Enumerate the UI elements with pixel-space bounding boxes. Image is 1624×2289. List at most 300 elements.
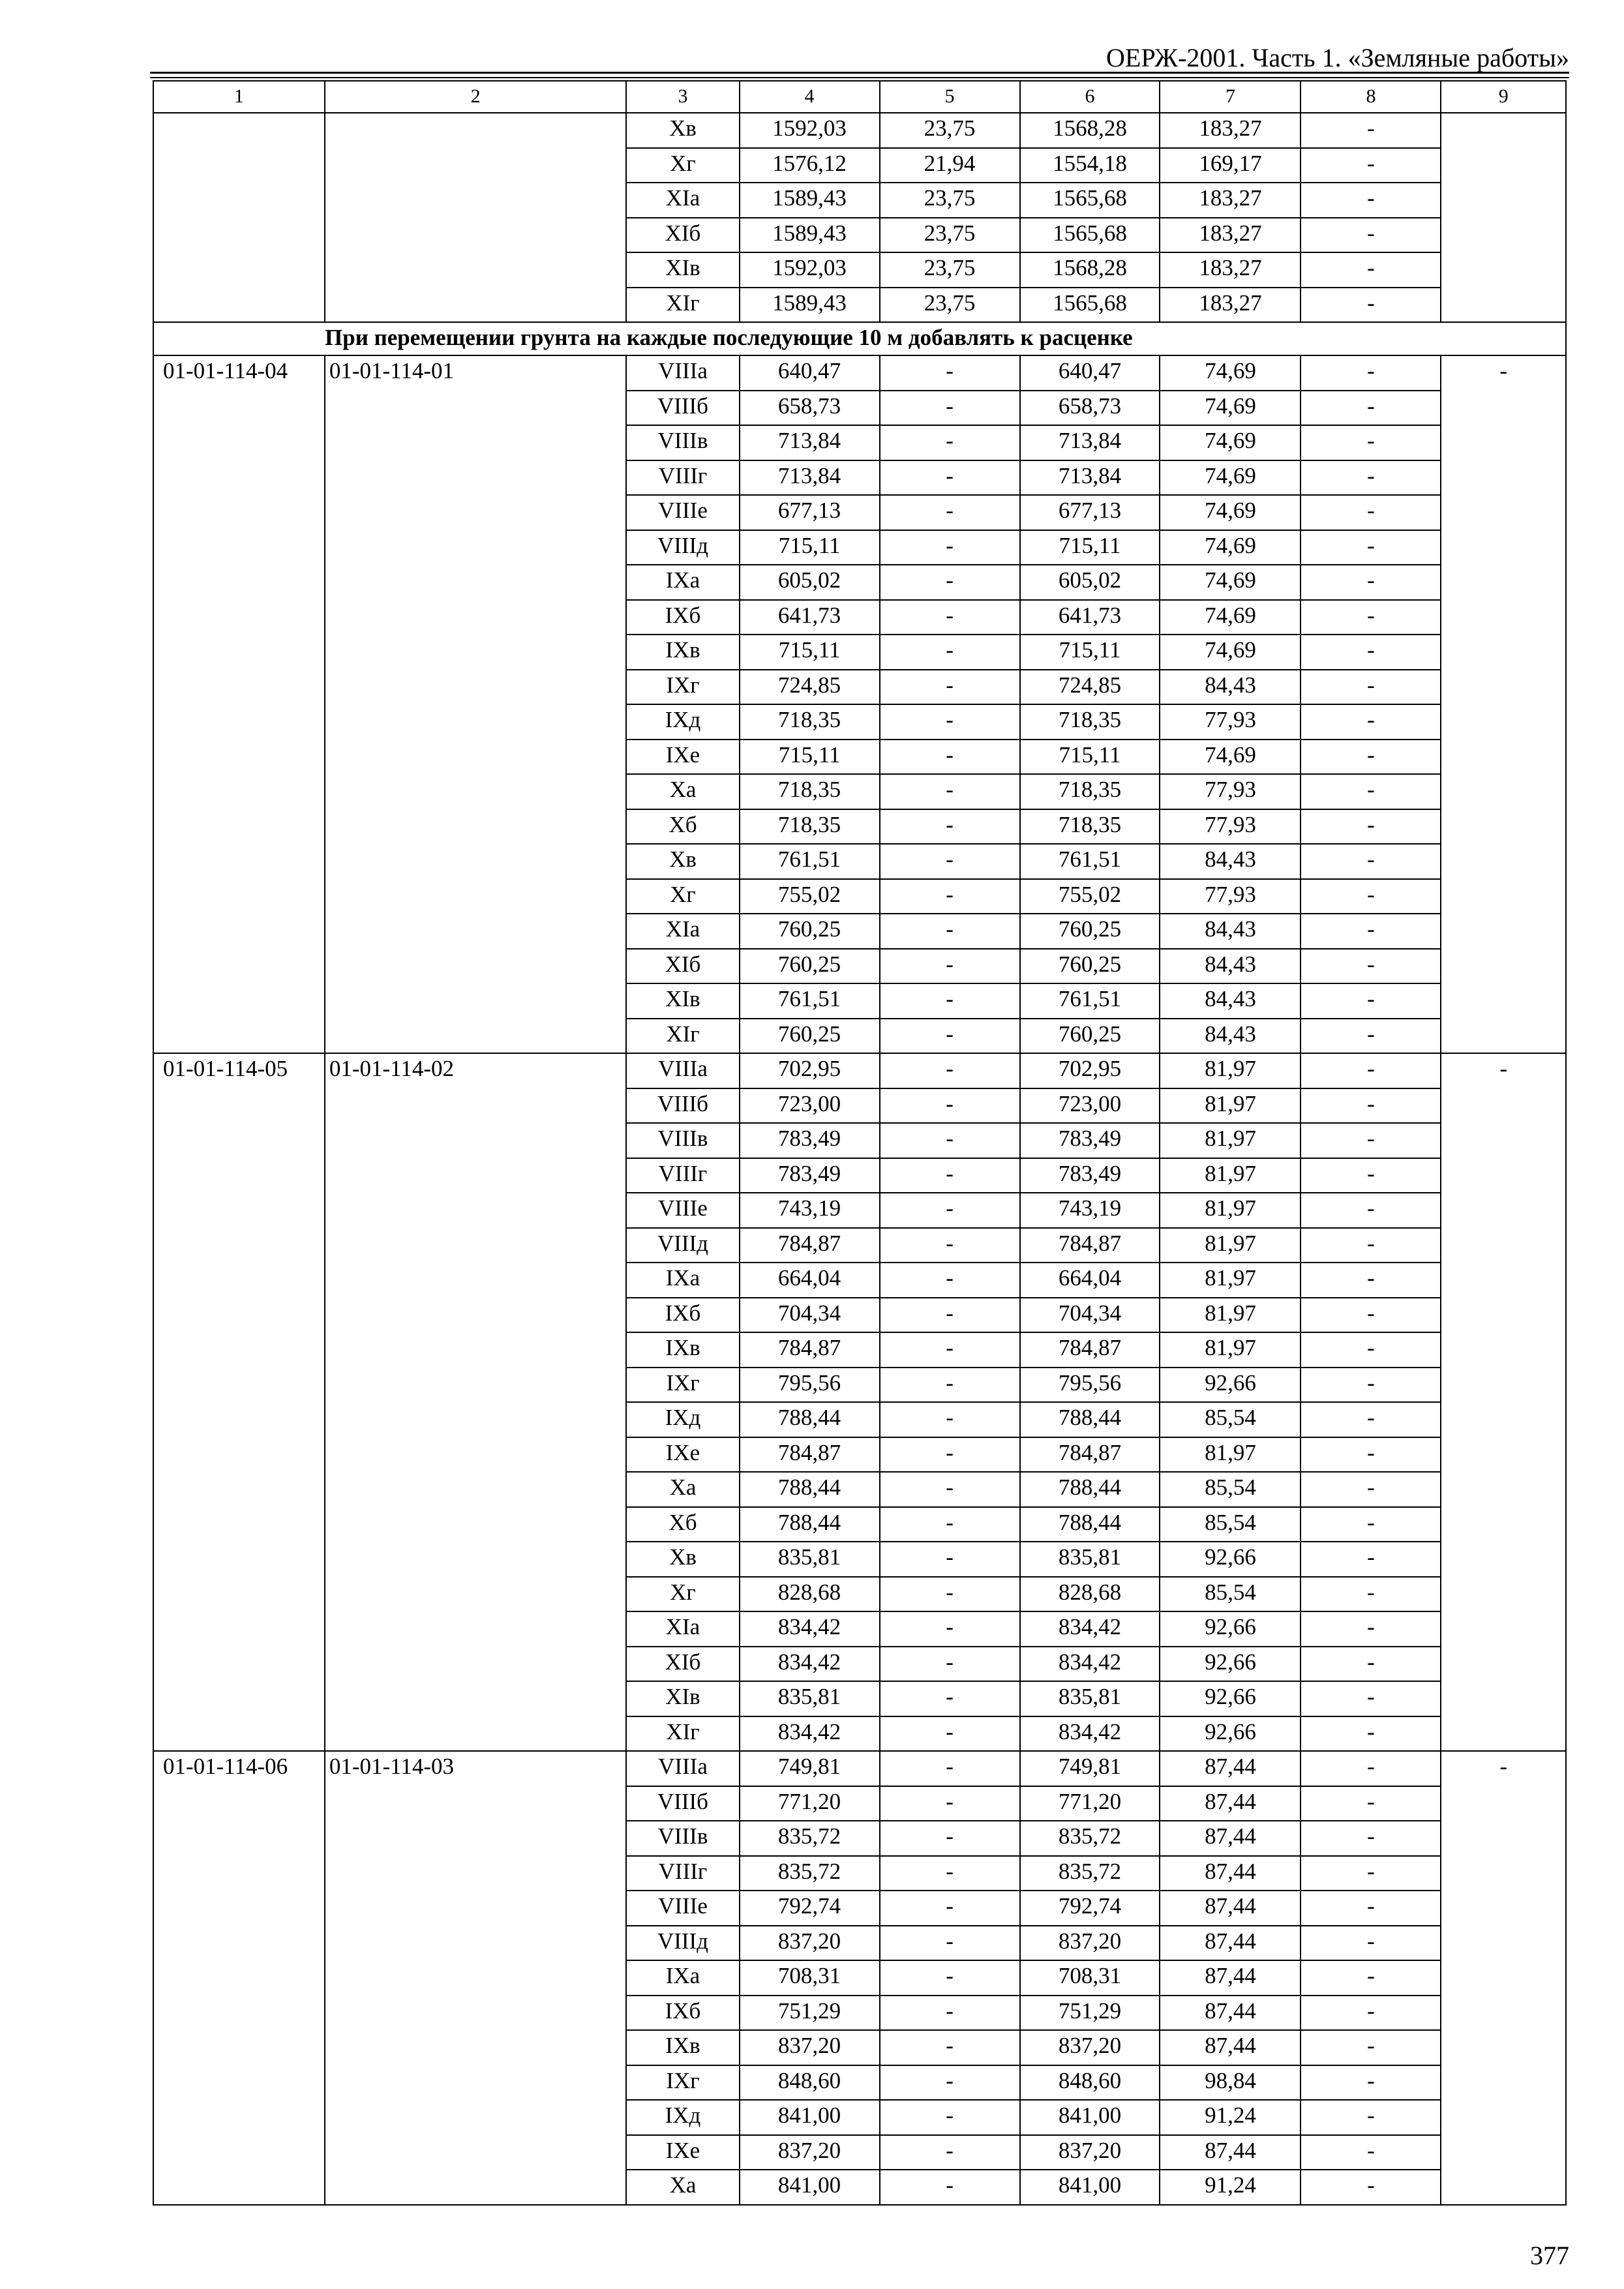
machine-cost-cell: 1568,28 — [1020, 252, 1160, 288]
machine-cost-cell: 641,73 — [1020, 600, 1160, 635]
col9-cell — [1441, 495, 1566, 530]
rate-code-cell — [153, 1542, 325, 1577]
soil-group-cell: IXд — [626, 2100, 739, 2135]
base-rate-cell: 01-01-114-03 — [325, 1751, 627, 1786]
col9-cell — [1441, 2135, 1566, 2170]
direct-cost-cell: 788,44 — [740, 1472, 880, 1507]
rate-code-cell — [153, 218, 325, 253]
machinist-wages-cell: 81,97 — [1160, 1123, 1301, 1158]
wages-cell: 23,75 — [880, 252, 1020, 288]
machinist-wages-cell: 74,69 — [1160, 565, 1301, 600]
materials-cell: - — [1301, 1856, 1441, 1891]
machinist-wages-cell: 87,44 — [1160, 2135, 1301, 2170]
machine-cost-cell: 784,87 — [1020, 1228, 1160, 1263]
direct-cost-cell: 640,47 — [740, 355, 880, 391]
machine-cost-cell: 1565,68 — [1020, 218, 1160, 253]
materials-cell: - — [1301, 1053, 1441, 1088]
col9-cell — [1441, 1193, 1566, 1228]
soil-group-cell: IXд — [626, 704, 739, 740]
base-rate-cell — [325, 565, 627, 600]
table-row — [153, 183, 1566, 218]
base-rate-cell — [325, 670, 627, 705]
table-row — [153, 252, 1566, 288]
base-rate-cell — [325, 1507, 627, 1542]
table-row — [153, 1123, 1566, 1158]
soil-group-cell: VIIIг — [626, 1856, 739, 1891]
soil-group-cell: VIIIб — [626, 391, 739, 426]
direct-cost-cell: 834,42 — [740, 1647, 880, 1682]
direct-cost-cell: 795,56 — [740, 1368, 880, 1403]
machinist-wages-cell: 74,69 — [1160, 425, 1301, 460]
base-rate-cell — [325, 1856, 627, 1891]
materials-cell: - — [1301, 1228, 1441, 1263]
base-rate-cell — [325, 148, 627, 183]
rate-code-cell — [153, 565, 325, 600]
rate-code-cell — [153, 495, 325, 530]
machine-cost-cell: 835,72 — [1020, 1821, 1160, 1856]
soil-group-cell: VIIIд — [626, 530, 739, 565]
col9-cell — [1441, 530, 1566, 565]
wages-cell: - — [880, 704, 1020, 740]
materials-cell: - — [1301, 1996, 1441, 2031]
machinist-wages-cell: 169,17 — [1160, 148, 1301, 183]
soil-group-cell: IXа — [626, 1960, 739, 1996]
machinist-wages-cell: 183,27 — [1160, 183, 1301, 218]
machinist-wages-cell: 84,43 — [1160, 844, 1301, 879]
machinist-wages-cell: 84,43 — [1160, 670, 1301, 705]
col9-cell — [1441, 1821, 1566, 1856]
rate-code-cell — [153, 1960, 325, 1996]
col9-cell — [1441, 1402, 1566, 1437]
base-rate-cell — [325, 218, 627, 253]
materials-cell: - — [1301, 1193, 1441, 1228]
col9-cell — [1441, 1996, 1566, 2031]
base-rate-cell — [325, 1088, 627, 1124]
machine-cost-cell: 760,25 — [1020, 914, 1160, 949]
machinist-wages-cell: 81,97 — [1160, 1053, 1301, 1088]
direct-cost-cell: 715,11 — [740, 740, 880, 775]
direct-cost-cell: 704,34 — [740, 1298, 880, 1333]
direct-cost-cell: 837,20 — [740, 1926, 880, 1961]
section-heading-row — [153, 322, 1566, 355]
base-rate-cell — [325, 1996, 627, 2031]
table-row — [153, 2065, 1566, 2101]
wages-cell: - — [880, 2065, 1020, 2101]
rate-code-cell — [153, 1716, 325, 1752]
rate-code-cell — [153, 530, 325, 565]
base-rate-cell — [325, 183, 627, 218]
base-rate-cell — [325, 914, 627, 949]
machine-cost-cell: 837,20 — [1020, 2030, 1160, 2065]
machine-cost-cell: 828,68 — [1020, 1577, 1160, 1612]
base-rate-cell — [325, 2030, 627, 2065]
materials-cell: - — [1301, 2100, 1441, 2135]
base-rate-cell — [325, 1263, 627, 1298]
materials-cell: - — [1301, 1019, 1441, 1054]
direct-cost-cell: 718,35 — [740, 809, 880, 845]
machine-cost-cell: 715,11 — [1020, 740, 1160, 775]
soil-group-cell: IXд — [626, 1402, 739, 1437]
direct-cost-cell: 835,72 — [740, 1821, 880, 1856]
table-row — [153, 983, 1566, 1019]
col9-cell — [1441, 1856, 1566, 1891]
wages-cell: - — [880, 635, 1020, 670]
wages-cell: - — [880, 2170, 1020, 2205]
col9-cell — [1441, 983, 1566, 1019]
base-rate-cell — [325, 2170, 627, 2205]
soil-group-cell: Хг — [626, 1577, 739, 1612]
table-row — [153, 740, 1566, 775]
machine-cost-cell: 837,20 — [1020, 1926, 1160, 1961]
base-rate-cell — [325, 1158, 627, 1193]
table-row — [153, 1088, 1566, 1124]
wages-cell: - — [880, 1368, 1020, 1403]
table-row — [153, 1507, 1566, 1542]
col9-cell — [1441, 949, 1566, 984]
col9-cell — [1441, 1332, 1566, 1368]
table-row — [153, 1891, 1566, 1926]
header-rule — [150, 72, 1569, 74]
rate-code-cell — [153, 460, 325, 496]
machinist-wages-cell: 87,44 — [1160, 1996, 1301, 2031]
soil-group-cell: Хв — [626, 1542, 739, 1577]
wages-cell: - — [880, 2135, 1020, 2170]
wages-cell: - — [880, 1123, 1020, 1158]
direct-cost-cell: 834,42 — [740, 1611, 880, 1647]
machine-cost-cell: 834,42 — [1020, 1611, 1160, 1647]
materials-cell: - — [1301, 704, 1441, 740]
table-row — [153, 1019, 1566, 1054]
materials-cell: - — [1301, 635, 1441, 670]
table-row — [153, 425, 1566, 460]
wages-cell: - — [880, 1751, 1020, 1786]
rate-code-cell — [153, 1472, 325, 1507]
base-rate-cell — [325, 600, 627, 635]
machinist-wages-cell: 84,43 — [1160, 914, 1301, 949]
col9-cell: - — [1441, 1053, 1566, 1088]
wages-cell: - — [880, 1891, 1020, 1926]
materials-cell: - — [1301, 600, 1441, 635]
rate-code-cell — [153, 670, 325, 705]
machine-cost-cell: 783,49 — [1020, 1158, 1160, 1193]
table-row — [153, 2135, 1566, 2170]
base-rate-cell — [325, 1926, 627, 1961]
col9-cell — [1441, 1716, 1566, 1752]
soil-group-cell: Ха — [626, 774, 739, 809]
direct-cost-cell: 715,11 — [740, 530, 880, 565]
materials-cell: - — [1301, 113, 1441, 148]
column-number: 4 — [740, 81, 880, 113]
machine-cost-cell: 677,13 — [1020, 495, 1160, 530]
rate-code-cell — [153, 635, 325, 670]
wages-cell: - — [880, 1542, 1020, 1577]
col9-cell — [1441, 565, 1566, 600]
wages-cell: - — [880, 1996, 1020, 2031]
soil-group-cell: VIIIб — [626, 1786, 739, 1821]
col9-cell — [1441, 1123, 1566, 1158]
machinist-wages-cell: 87,44 — [1160, 1786, 1301, 1821]
wages-cell: - — [880, 844, 1020, 879]
materials-cell: - — [1301, 460, 1441, 496]
direct-cost-cell: 834,42 — [740, 1716, 880, 1752]
table-row — [153, 1263, 1566, 1298]
materials-cell: - — [1301, 1088, 1441, 1124]
wages-cell: - — [880, 460, 1020, 496]
machine-cost-cell: 640,47 — [1020, 355, 1160, 391]
soil-group-cell: VIIIг — [626, 460, 739, 496]
rate-code-cell — [153, 1926, 325, 1961]
machinist-wages-cell: 87,44 — [1160, 1891, 1301, 1926]
machinist-wages-cell: 74,69 — [1160, 530, 1301, 565]
col9-cell — [1441, 2100, 1566, 2135]
soil-group-cell: ХIв — [626, 252, 739, 288]
base-rate-cell — [325, 495, 627, 530]
direct-cost-cell: 755,02 — [740, 879, 880, 914]
rate-code-cell — [153, 600, 325, 635]
machine-cost-cell: 761,51 — [1020, 983, 1160, 1019]
materials-cell: - — [1301, 983, 1441, 1019]
table-row — [153, 914, 1566, 949]
direct-cost-cell: 835,81 — [740, 1542, 880, 1577]
machine-cost-cell: 715,11 — [1020, 530, 1160, 565]
rate-code-cell — [153, 1228, 325, 1263]
wages-cell: - — [880, 1507, 1020, 1542]
wages-cell: 23,75 — [880, 113, 1020, 148]
table-row — [153, 1542, 1566, 1577]
machine-cost-cell: 792,74 — [1020, 1891, 1160, 1926]
materials-cell: - — [1301, 288, 1441, 323]
direct-cost-cell: 835,72 — [740, 1856, 880, 1891]
col9-cell — [1441, 218, 1566, 253]
wages-cell: - — [880, 1193, 1020, 1228]
machine-cost-cell: 755,02 — [1020, 879, 1160, 914]
machinist-wages-cell: 77,93 — [1160, 774, 1301, 809]
base-rate-cell — [325, 288, 627, 323]
soil-group-cell: ХIа — [626, 183, 739, 218]
materials-cell: - — [1301, 1437, 1441, 1473]
rate-code-cell — [153, 2135, 325, 2170]
soil-group-cell: VIIIв — [626, 1821, 739, 1856]
col9-cell — [1441, 704, 1566, 740]
table-row — [153, 495, 1566, 530]
col9-cell — [1441, 391, 1566, 426]
col9-cell — [1441, 1088, 1566, 1124]
wages-cell: - — [880, 740, 1020, 775]
col9-cell — [1441, 600, 1566, 635]
soil-group-cell: Хв — [626, 844, 739, 879]
soil-group-cell: ХIб — [626, 949, 739, 984]
col9-cell — [1441, 1507, 1566, 1542]
base-rate-cell — [325, 1332, 627, 1368]
wages-cell: - — [880, 1821, 1020, 1856]
soil-group-cell: IXв — [626, 635, 739, 670]
wages-cell: - — [880, 600, 1020, 635]
wages-cell: - — [880, 2030, 1020, 2065]
materials-cell: - — [1301, 1647, 1441, 1682]
direct-cost-cell: 835,81 — [740, 1681, 880, 1716]
table-row — [153, 1053, 1566, 1088]
soil-group-cell: ХIг — [626, 288, 739, 323]
direct-cost-cell: 1592,03 — [740, 252, 880, 288]
base-rate-cell — [325, 530, 627, 565]
wages-cell: - — [880, 565, 1020, 600]
machinist-wages-cell: 74,69 — [1160, 460, 1301, 496]
direct-cost-cell: 837,20 — [740, 2135, 880, 2170]
direct-cost-cell: 1576,12 — [740, 148, 880, 183]
base-rate-cell — [325, 983, 627, 1019]
wages-cell: - — [880, 1332, 1020, 1368]
machinist-wages-cell: 81,97 — [1160, 1088, 1301, 1124]
machinist-wages-cell: 183,27 — [1160, 113, 1301, 148]
col9-cell — [1441, 1368, 1566, 1403]
table-row — [153, 670, 1566, 705]
soil-group-cell: ХIг — [626, 1716, 739, 1752]
direct-cost-cell: 1589,43 — [740, 183, 880, 218]
machine-cost-cell: 708,31 — [1020, 1960, 1160, 1996]
column-number: 7 — [1160, 81, 1301, 113]
machine-cost-cell: 718,35 — [1020, 774, 1160, 809]
machinist-wages-cell: 77,93 — [1160, 809, 1301, 845]
table-row — [153, 949, 1566, 984]
machinist-wages-cell: 81,97 — [1160, 1228, 1301, 1263]
direct-cost-cell: 743,19 — [740, 1193, 880, 1228]
soil-group-cell: Хб — [626, 1507, 739, 1542]
machine-cost-cell: 718,35 — [1020, 704, 1160, 740]
materials-cell: - — [1301, 2065, 1441, 2101]
machine-cost-cell: 788,44 — [1020, 1507, 1160, 1542]
materials-cell: - — [1301, 252, 1441, 288]
base-rate-cell — [325, 879, 627, 914]
table-row — [153, 288, 1566, 323]
materials-cell: - — [1301, 1716, 1441, 1752]
direct-cost-cell: 1589,43 — [740, 218, 880, 253]
col9-cell — [1441, 1263, 1566, 1298]
rate-code-cell — [153, 1891, 325, 1926]
col9-cell — [1441, 1611, 1566, 1647]
table-row — [153, 1158, 1566, 1193]
wages-cell: - — [880, 1298, 1020, 1333]
materials-cell: - — [1301, 809, 1441, 845]
wages-cell: - — [880, 2100, 1020, 2135]
rate-code-cell — [153, 1507, 325, 1542]
direct-cost-cell: 792,74 — [740, 1891, 880, 1926]
materials-cell: - — [1301, 391, 1441, 426]
machinist-wages-cell: 92,66 — [1160, 1611, 1301, 1647]
machine-cost-cell: 761,51 — [1020, 844, 1160, 879]
rate-code-cell — [153, 2030, 325, 2065]
machine-cost-cell: 788,44 — [1020, 1472, 1160, 1507]
table-row — [153, 1577, 1566, 1612]
machine-cost-cell: 835,81 — [1020, 1681, 1160, 1716]
soil-group-cell: Ха — [626, 2170, 739, 2205]
table-body — [153, 81, 1566, 2205]
machine-cost-cell: 1565,68 — [1020, 183, 1160, 218]
base-rate-cell — [325, 391, 627, 426]
soil-group-cell: VIIIд — [626, 1228, 739, 1263]
machine-cost-cell: 784,87 — [1020, 1332, 1160, 1368]
direct-cost-cell: 713,84 — [740, 425, 880, 460]
base-rate-cell — [325, 113, 627, 148]
column-number: 9 — [1441, 81, 1566, 113]
materials-cell: - — [1301, 914, 1441, 949]
soil-group-cell: VIIIб — [626, 1088, 739, 1124]
direct-cost-cell: 751,29 — [740, 1996, 880, 2031]
col9-cell — [1441, 148, 1566, 183]
materials-cell: - — [1301, 1542, 1441, 1577]
table-row — [153, 844, 1566, 879]
machine-cost-cell: 715,11 — [1020, 635, 1160, 670]
machine-cost-cell: 835,72 — [1020, 1856, 1160, 1891]
table-row — [153, 530, 1566, 565]
materials-cell: - — [1301, 1751, 1441, 1786]
rate-code-cell — [153, 1821, 325, 1856]
direct-cost-cell: 784,87 — [740, 1228, 880, 1263]
soil-group-cell: VIIIа — [626, 355, 739, 391]
machinist-wages-cell: 92,66 — [1160, 1647, 1301, 1682]
soil-group-cell: VIIIг — [626, 1158, 739, 1193]
machinist-wages-cell: 81,97 — [1160, 1437, 1301, 1473]
machinist-wages-cell: 92,66 — [1160, 1681, 1301, 1716]
soil-group-cell: IXе — [626, 740, 739, 775]
rates-table — [153, 80, 1567, 2206]
direct-cost-cell: 761,51 — [740, 844, 880, 879]
base-rate-cell — [325, 1577, 627, 1612]
rate-code-cell — [153, 1996, 325, 2031]
table-row — [153, 1193, 1566, 1228]
direct-cost-cell: 783,49 — [740, 1123, 880, 1158]
soil-group-cell: ХIб — [626, 1647, 739, 1682]
direct-cost-cell: 788,44 — [740, 1402, 880, 1437]
machinist-wages-cell: 74,69 — [1160, 495, 1301, 530]
page-header-title: ОЕРЖ-2001. Часть 1. «Земляные работы» — [1106, 43, 1569, 72]
col9-cell — [1441, 1019, 1566, 1054]
table-row — [153, 1681, 1566, 1716]
materials-cell: - — [1301, 670, 1441, 705]
materials-cell: - — [1301, 565, 1441, 600]
wages-cell: - — [880, 1856, 1020, 1891]
machine-cost-cell: 788,44 — [1020, 1402, 1160, 1437]
direct-cost-cell: 702,95 — [740, 1053, 880, 1088]
rate-code-cell — [153, 425, 325, 460]
direct-cost-cell: 718,35 — [740, 774, 880, 809]
direct-cost-cell: 771,20 — [740, 1786, 880, 1821]
rate-code-cell — [153, 1577, 325, 1612]
soil-group-cell: VIIIе — [626, 1891, 739, 1926]
table-row — [153, 1716, 1566, 1752]
machinist-wages-cell: 81,97 — [1160, 1193, 1301, 1228]
soil-group-cell: VIIIв — [626, 1123, 739, 1158]
materials-cell: - — [1301, 1786, 1441, 1821]
table-row — [153, 2100, 1566, 2135]
wages-cell: - — [880, 879, 1020, 914]
base-rate-cell — [325, 774, 627, 809]
rate-code-cell — [153, 2100, 325, 2135]
base-rate-cell — [325, 809, 627, 845]
page-number: 377 — [1530, 2241, 1569, 2270]
direct-cost-cell: 724,85 — [740, 670, 880, 705]
direct-cost-cell: 708,31 — [740, 1960, 880, 1996]
materials-cell: - — [1301, 2030, 1441, 2065]
col9-cell — [1441, 288, 1566, 323]
machinist-wages-cell: 74,69 — [1160, 391, 1301, 426]
machine-cost-cell: 751,29 — [1020, 1996, 1160, 2031]
column-number: 8 — [1301, 81, 1441, 113]
col9-cell — [1441, 914, 1566, 949]
col9-cell — [1441, 774, 1566, 809]
direct-cost-cell: 605,02 — [740, 565, 880, 600]
wages-cell: - — [880, 1053, 1020, 1088]
col9-cell — [1441, 183, 1566, 218]
